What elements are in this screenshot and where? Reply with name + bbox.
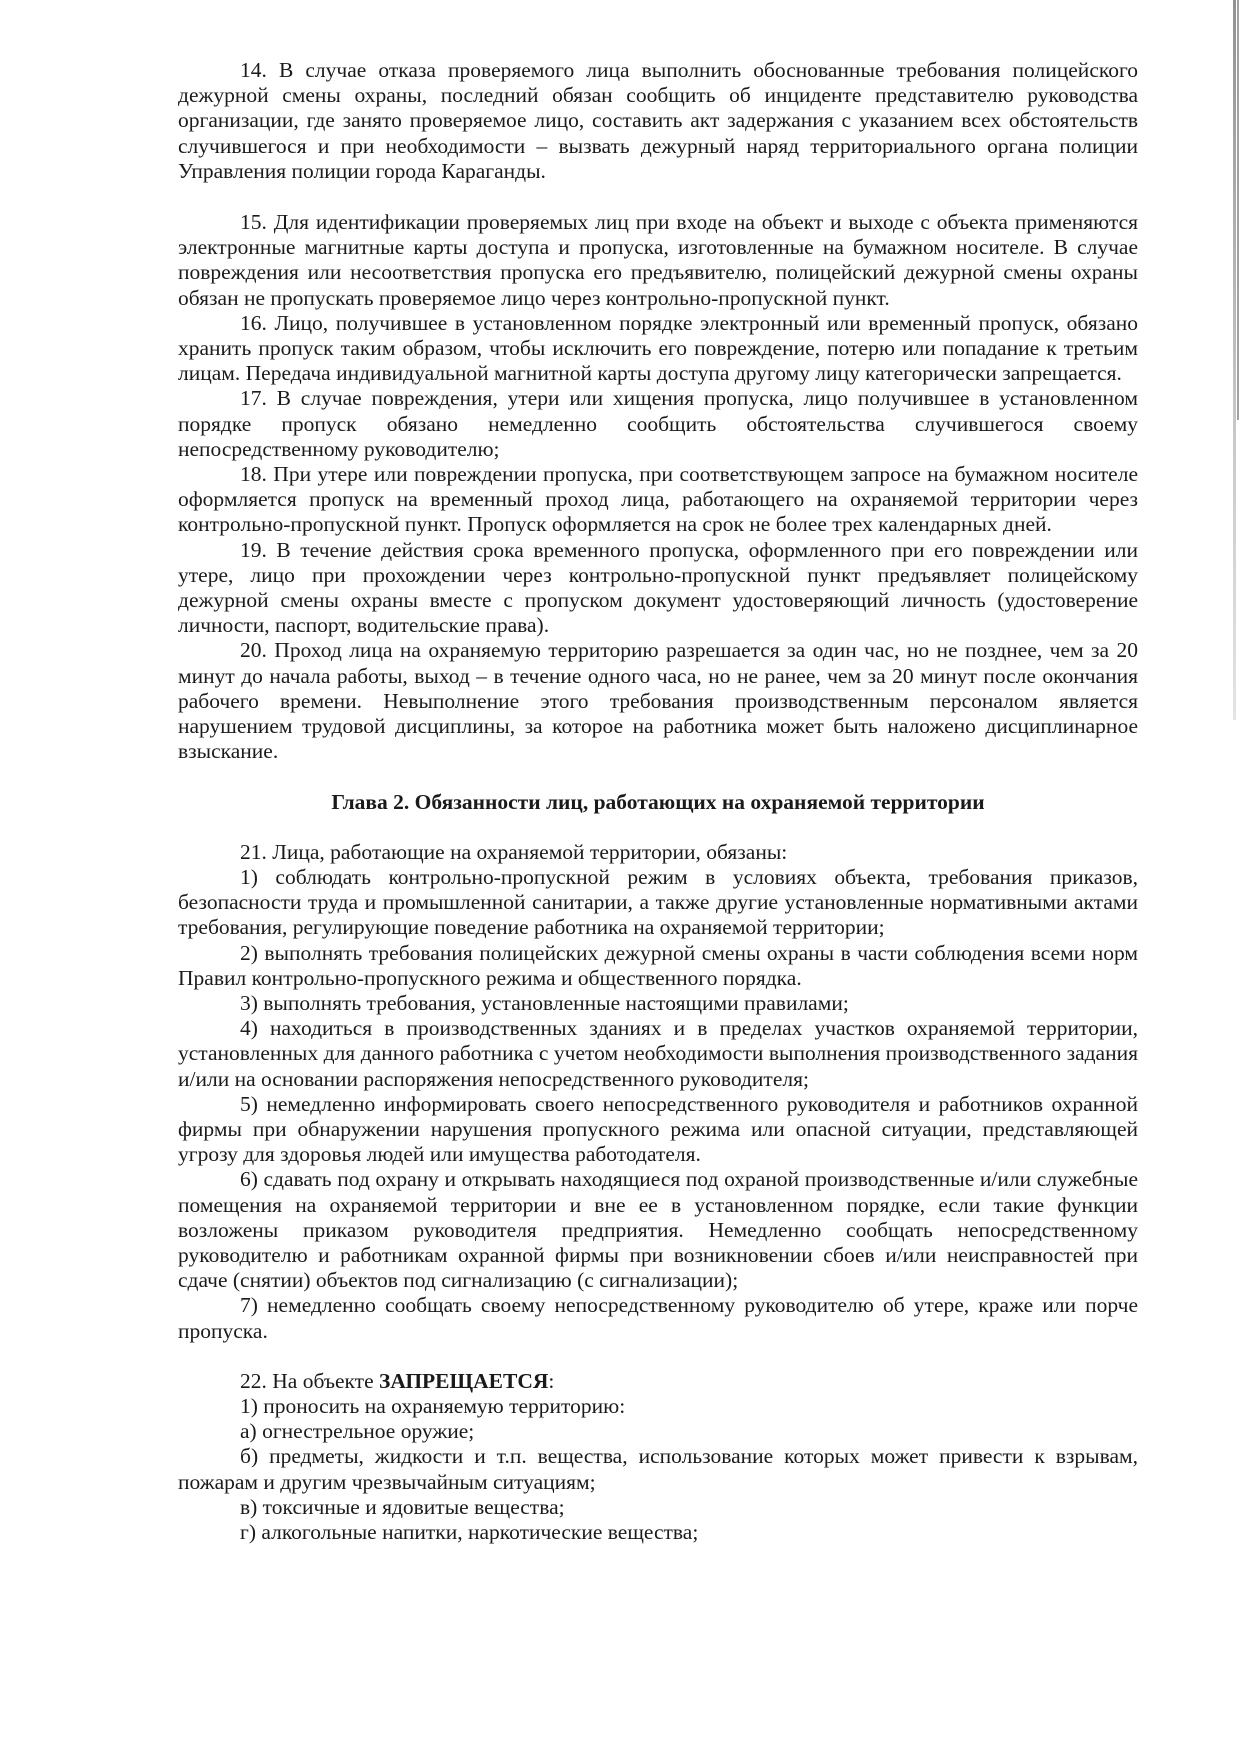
paragraph-16: 16. Лицо, получившее в установленном порядке электронный или временный пропуск, обязано хранить пропуск таким образом, чтобы исключить его повреждение, потерю или попадание к третьим лицам. Передача индивидуальной магнитной карты доступа другому лицу категорически запрещается. <box>178 310 1138 386</box>
scan-edge-line <box>1237 0 1239 420</box>
chapter-2-heading: Глава 2. Обязанности лиц, работающих на охраняемой территории <box>331 790 985 815</box>
prohibited-item-a: а) огнестрельное оружие; <box>240 1419 475 1444</box>
paragraph-21: 21. Лица, работающие на охраняемой территории, обязаны: <box>240 839 788 864</box>
duty-item-5: 5) немедленно информировать своего непосредственного руководителя и работников охранной фирмы при обнаружении нарушения пропускного режима или опасной ситуации, представляющей угрозу для здоровья людей или имущества работодателя. <box>178 1091 1138 1167</box>
paragraph-14: 14. В случае отказа проверяемого лица выполнить обоснованные требования полицейского дежурной смены охраны, последний обязан сообщить об инциденте представителю руководства организации, где занято проверяемое лицо, составить акт задержания с указанием всех обстоятельств случившегося и при необходимости – вызвать дежурный наряд территориального органа полиции Управления полиции города Караганды. <box>178 58 1138 183</box>
prohibited-word: ЗАПРЕЩАЕТСЯ <box>378 1368 549 1393</box>
duty-item-7: 7) немедленно сообщать своему непосредственному руководителю об утере, краже или порче пропуска. <box>178 1293 1138 1343</box>
paragraph-18: 18. При утере или повреждении пропуска, при соответствующем запросе на бумажном носителе оформляется пропуск на временный проход лица, работающего на охраняемой территории через контрольно-пропускной пункт. Пропуск оформляется на срок не более трех календарных дней. <box>178 462 1138 537</box>
paragraph-19: 19. В течение действия срока временного пропуска, оформленного при его повреждении или утере, лицо при прохождении через контрольно-пропускной пункт предъявляет полицейскому дежурной смены охраны вместе с пропуском документ удостоверяющий личность (удостоверение личности, паспорт, водительские права). <box>178 537 1138 638</box>
duty-item-4: 4) находиться в производственных зданиях и в пределах участков охраняемой территории, установленных для данного работника с учетом необходимости выполнения производственного задания и/или на основании распоряжения непосредственного руководителя; <box>178 1016 1138 1091</box>
duty-item-6: 6) сдавать под охрану и открывать находящиеся под охраной производственные и/или служебные помещения на охраняемой территории и вне ее в установленном порядке, если такие функции возложены приказом руководителя предприятия. Немедленно сообщать непосредственному руководителю и работникам охранной фирмы при возникновении сбоев и/или неисправностей при сдаче (снятии) объектов под сигнализацию (с сигнализации); <box>178 1167 1138 1293</box>
prohibited-item-1: 1) проносить на охраняемую территорию: <box>240 1393 626 1418</box>
duty-item-1: 1) соблюдать контрольно-пропускной режим в условиях объекта, требования приказов, безопасности труда и промышленной санитарии, а также другие установленные нормативными актами требования, регулирующие поведение работника на охраняемой территории; <box>178 864 1138 940</box>
duty-item-2: 2) выполнять требования полицейских дежурной смены охраны в части соблюдения всеми норм Правил контрольно-пропускного режима и общественного порядка. <box>178 940 1138 990</box>
document-page <box>178 58 1138 1545</box>
scan-edge-shadow <box>1233 0 1236 720</box>
prohibited-item-v: в) токсичные и ядовитые вещества; <box>240 1494 565 1519</box>
paragraph-15: 15. Для идентификации проверяемых лиц при входе на объект и выходе с объекта применяются электронные магнитные карты доступа и пропуска, изготовленные на бумажном носителе. В случае повреждения или несоответствия пропуска его предъявителю, полицейский дежурной смены охраны обязан не пропускать проверяемое лицо через контрольно-пропускной пункт. <box>178 210 1138 310</box>
paragraph-20: 20. Проход лица на охраняемую территорию разрешается за один час, но не позднее, чем за 20 минут до начала работы, выход – в течение одного часа, но не ранее, чем за 20 минут после окончания рабочего времени. Невыполнение этого требования производственным персоналом является нарушением трудовой дисциплины, за которое на работника может быть наложено дисциплинарное взыскание. <box>178 638 1138 764</box>
duty-item-3: 3) выполнять требования, установленные настоящими правилами; <box>240 990 849 1015</box>
paragraph-17: 17. В случае повреждения, утери или хищения пропуска, лицо получившее в установленном порядке пропуск обязано немедленно сообщить обстоятельства случившегося своему непосредственному руководителю; <box>178 386 1138 461</box>
prohibited-item-b: б) предметы, жидкости и т.п. вещества, использование которых может привести к взрывам, пожарам и другим чрезвычайным ситуациям; <box>178 1444 1138 1494</box>
prohibited-item-g: г) алкогольные напитки, наркотические вещества; <box>240 1519 699 1544</box>
paragraph-22-suffix: : <box>548 1368 555 1393</box>
paragraph-22 <box>178 1369 1138 1394</box>
paragraph-22-prefix: 22. На объекте <box>240 1368 379 1393</box>
